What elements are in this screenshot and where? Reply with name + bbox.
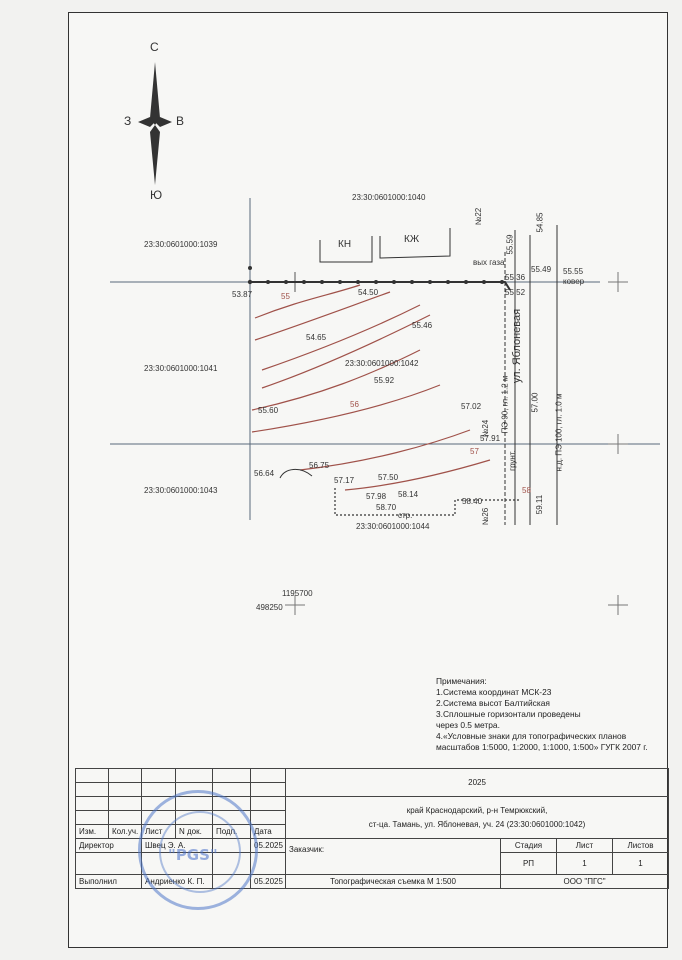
elevation: 58.40 [462,497,483,506]
sheet-value: 1 [557,853,613,875]
header-izm: Изм. [76,825,109,839]
elevation: 55.36 [505,273,526,282]
notes-block [436,676,648,753]
contour-label: 57 [470,447,479,456]
address-line-2: ст-ца. Тамань, ул. Яблоневая, уч. 24 (23:30:0601000:1042) [368,819,586,829]
compass-north: С [150,40,159,54]
compass-rose-icon [138,62,172,185]
sheet-header: Лист [557,839,613,853]
elevation: 57.91 [480,434,501,443]
elevation: 54.65 [306,333,327,342]
elevation: 53.87 [232,290,253,299]
executor-role: Выполнил [76,875,142,889]
note-line: 2.Система высот Балтийская [436,698,550,708]
notes-title: Примечания: [436,676,487,686]
elevation: 57.98 [366,492,387,501]
grid-y-coordinate: 498250 [256,603,283,612]
work-title: Топографическая съемка М 1:500 [286,875,501,889]
customer-cell: Заказчик: [286,839,501,875]
director-name: Швец Э. А. [142,839,213,853]
elevation: 58.14 [398,490,419,499]
pipe-label: н.д. ПЭ 100, гл. 1.0 м [554,393,564,472]
elevation: 56.75 [309,461,330,470]
kover-label: ковер [563,277,585,286]
contour-lines [252,285,490,490]
elevation: 55.59 [505,234,515,255]
address-line-1: край Краснодарский, р-н Темрюкский, [406,805,548,815]
year-cell: 2025 [286,769,669,797]
elevation: 54.85 [535,212,545,233]
note-line: через 0.5 метра. [436,720,500,730]
structure-label: стр. [398,511,413,520]
title-block [75,768,669,889]
parcel-label: 23:30:0601000:1044 [356,522,430,531]
house-number: №22 [474,207,484,226]
stage-value: РП [501,853,557,875]
elevation: 55.46 [412,321,433,330]
elevation: 55.52 [505,288,526,297]
address-cell [286,797,669,839]
sheets-value: 1 [613,853,669,875]
contour-label: 55 [281,292,290,301]
executor-name: Андриенко К. П. [142,875,213,889]
house-number: №26 [481,507,491,526]
director-date: 05.2025 [251,839,286,853]
company-name: ООО "ПГС" [501,875,669,889]
elevation: 55.60 [258,406,279,415]
elevation: 55.92 [374,376,395,385]
seal-text: "PGS" [168,846,218,864]
header-kol: Кол.уч. [109,825,142,839]
header-podp: Подп. [213,825,251,839]
elevation: 57.17 [334,476,355,485]
street-name: ул. Яблоневая [511,308,524,384]
gas-exit-label: вых газа [473,258,505,267]
elevation: 56.64 [254,469,275,478]
sheets-header: Листов [613,839,669,853]
parcel-label: 23:30:0601000:1042 [345,359,419,368]
header-ndok: N док. [176,825,213,839]
elevation: 57.50 [378,473,399,482]
elevation: 55.55 [563,267,584,276]
stage-header: Стадия [501,839,557,853]
elevation: 59.11 [535,494,545,515]
executor-date: 05.2025 [251,875,286,889]
elevation: 55.49 [531,265,552,274]
contour-label: 58 [522,486,531,495]
grid-x-coordinate: 1195700 [282,589,313,598]
ground-label: грунт. [507,450,517,471]
elevation: 57.02 [461,402,482,411]
parcel-label: 23:30:0601000:1040 [352,193,426,202]
compass-south: Ю [150,188,163,202]
note-line: 1.Система координат МСК-23 [436,687,552,697]
pipe-label: ПЭ 90, гл. 1.2 м [500,375,510,434]
elevation: 58.70 [376,503,397,512]
building-kn: КН [338,239,352,250]
elevation: 57.00 [530,392,540,413]
building-kzh: КЖ [404,234,420,245]
header-date: Дата [251,825,286,839]
note-line: 4.«Условные знаки для топографических планов [436,731,627,741]
director-role: Директор [76,839,142,853]
compass-west: З [124,114,132,128]
parcel-label: 23:30:0601000:1043 [144,486,218,495]
parcel-label: 23:30:0601000:1041 [144,364,218,373]
elevation: 54.50 [358,288,379,297]
parcel-label: 23:30:0601000:1039 [144,240,218,249]
note-line: 3.Сплошные горизонтали проведены [436,709,581,719]
compass-east: В [176,114,185,128]
house-number: №24 [481,419,491,438]
header-list: Лист [142,825,176,839]
contour-label: 56 [350,400,359,409]
note-line: масштабов 1:5000, 1:2000, 1:1000, 1:500» ГУГК 2007 г. [436,742,648,752]
